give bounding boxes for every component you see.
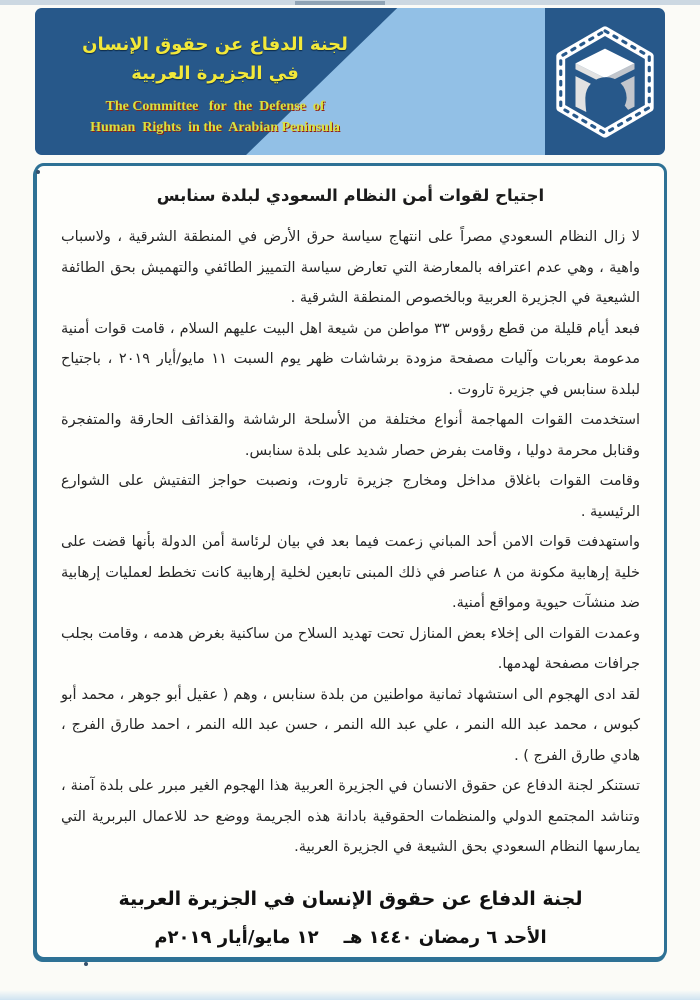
org-logo: [545, 8, 665, 155]
scan-bottom-edge: [0, 990, 700, 1000]
org-name-english-line2: Human Rights in the Arabian Peninsula: [90, 119, 340, 135]
paragraph-8: تستنكر لجنة الدفاع عن حقوق الانسان في الجزيرة العربية هذا الهجوم الغير مبرر على بلدة آمنة ، وتناشد المجتمع الدولي والمنظمات الحقوقية بادانة هذه الجريمة ووضع حد للاعمال البربرية التي يمارسها النظام السعودي بحق الشيعة في الجزيرة العربية.: [61, 778, 640, 855]
scan-speck: [84, 962, 88, 966]
paragraph-5: واستهدفت قوات الامن أحد المباني زعمت فيما بعد في بيان لرئاسة أمن الدولة بأنها قضت على خلية إرهابية مكونة من ٨ عناصر في ذلك المبنى تابعين لخلية إرهابية كانت تخطط لعمليات إرهابية ضد منشآت حيوية ومواقع أمنية.: [61, 534, 640, 611]
statement-footer: [61, 879, 640, 957]
letterhead: [35, 8, 665, 155]
footer-date: الأحد ٦ رمضان ١٤٤٠ هـ ١٢ مايو/أيار ٢٠١٩م: [154, 926, 547, 948]
org-name-english-line1: The Committee for the Defense of: [105, 98, 325, 114]
paragraph-2: فبعد أيام قليلة من قطع رؤوس ٣٣ مواطن من شيعة اهل البيت عليهم السلام ، قامت قوات أمنية مدعومة بعربات وآليات مصفحة مزودة برشاشات ظهر يوم السبت ١١ مايو/أيار ٢٠١٩ ، باجتياح لبلدة سنابس في جزيرة تاروت .: [61, 320, 640, 398]
scan-speck: [36, 170, 40, 174]
paragraph-7: لقد ادى الهجوم الى استشهاد ثمانية مواطنين من بلدة سنابس ، وهم ( عقيل أبو جوهر ، محمد أبو كبوس ، محمد عبد الله النمر ، علي عبد الله النمر ، حسن عبد الله النمر ، احمد طارق الفرج ، هادي طارق الفرج ) .: [61, 686, 640, 764]
statement-frame: [34, 163, 667, 960]
footer-org-name: لجنة الدفاع عن حقوق الإنسان في الجزيرة العربية: [118, 887, 583, 910]
kaaba-in-chains-icon: [546, 12, 664, 152]
paragraph-4: وقامت القوات باغلاق مداخل ومخارج جزيرة تاروت، ونصبت حواجز التفتيش على الشوارع الرئيسية .: [61, 473, 640, 520]
statement-body: [61, 222, 640, 863]
org-name-arabic-line2: في الجزيرة العربية: [131, 62, 299, 84]
paragraph-1: لا زال النظام السعودي مصراً على انتهاج سياسة حرق الأرض في المنطقة الشرقية ، ولاسباب واهية ، وهي عدم اعترافه بالمعارضة التي تعارض سياسة التمييز الطائفي والتهميش بحق الطائفة الشيعية في الجزيرة العربية وبالخصوص المنطقة الشرقية .: [61, 229, 640, 306]
org-name-arabic-line1: لجنة الدفاع عن حقوق الإنسان: [82, 33, 348, 55]
paragraph-6: وعمدت القوات الى إخلاء بعض المنازل تحت تهديد السلاح من ساكنية بغرض هدمه ، وقامت بجلب جرافات مصفحة لهدمها.: [61, 625, 640, 672]
statement-title: اجتياح لقوات أمن النظام السعودي لبلدة سنابس: [156, 186, 545, 205]
scan-top-edge-mark: [295, 1, 385, 5]
paragraph-3: استخدمت القوات المهاجمة أنواع مختلفة من الأسلحة الرشاشة والقذائف الحارقة والمتفجرة وقنابل محرمة دوليا ، وقامت بفرض حصار شديد على بلدة سنابس.: [61, 412, 640, 459]
letterhead-text-block: [35, 8, 395, 155]
